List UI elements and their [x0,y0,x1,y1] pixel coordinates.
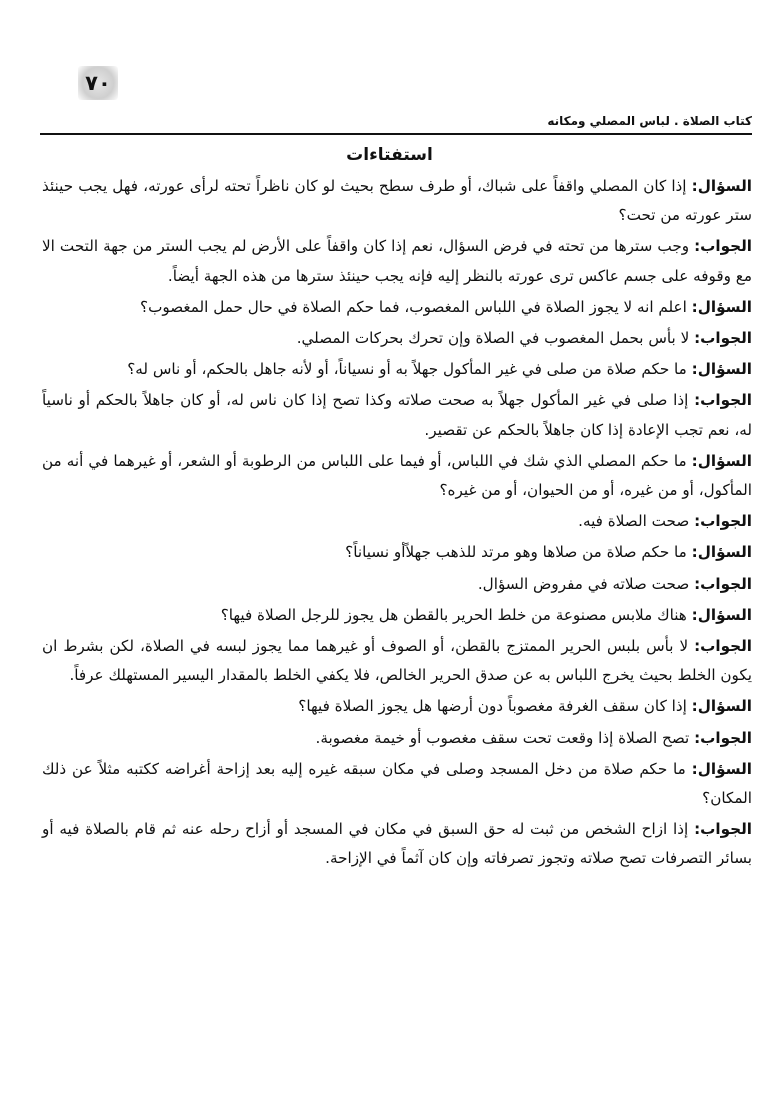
question-label: السؤال: [691,177,752,195]
answer-text: صحت صلاته في مفروض السؤال. [477,574,690,593]
question-label: السؤال: [691,759,752,778]
section-title: استفتاءات [346,145,433,165]
running-header: كتاب الصلاة . لباس المصلي ومكانه [547,114,752,128]
answer-label: الجواب: [694,329,752,348]
answer-text: لا بأس بحمل المغصوب في الصلاة وإن تحرك بحركات المصلي. [296,329,690,348]
question-4 [42,447,752,505]
answer-text: لا بأس بلبس الحرير الممتزج بالقطن، أو الصوف أو غيرهما مما يجوز لبسه في الصلاة، لكن بشرط ان يكون الخلط بحيث يخرج اللباس به عن صدق الحرير الخالص، فلا يكفي الخلط بالمقدار اليسير المستهلك عرفاً. [42,637,752,685]
answer-label: الجواب: [694,637,753,656]
question-1 [42,172,752,230]
answer-text: إذا ازاح الشخص من ثبت له حق السبق في مكان في المسجد أو أزاح رحله عنه ثم قام بالصلاة فيه أو بسائر التصرفات تصح صلاته وتجوز تصرفاته وإن كان آثماً في الإزاحة. [42,820,752,868]
question-5 [42,538,752,567]
answer-label: الجواب: [694,237,753,256]
answer-5 [42,570,752,599]
question-text: هناك ملابس مصنوعة من خلط الحرير بالقطن هل يجوز للرجل الصلاة فيها؟ [220,605,687,624]
header-rule [40,133,752,135]
answer-6 [42,632,752,690]
question-label: السؤال: [691,605,752,624]
question-text: ما حكم صلاة من صلى في غير المأكول جهلاً به أو نسياناً، أو لأنه جاهل بالحكم، أو ناس له؟ [127,360,687,379]
page-number: ٧٠ [78,66,118,100]
question-3 [42,355,752,384]
answer-text: وجب سترها من تحته في فرض السؤال، نعم إذا كان واقفاً على الأرض لم يجب الستر من جهة التحت الا مع وقوفه على جسم عاكس ترى عورته بالنظر إليه فإنه يجب حينئذ سترها من هذه الجهة أيضاً. [42,237,752,285]
question-text: ما حكم صلاة من صلاها وهو مرتد للذهب جهلاًأو نسياناً؟ [345,543,687,562]
answer-8 [42,815,752,873]
question-8 [42,755,752,813]
answer-text: إذا صلى في غير المأكول جهلاً به صحت صلاته وكذا تصح إذا كان ناس له، أو كان جاهلاً بالحكم أو ناسياً له، نعم تجب الإعادة إذا كان جاهلاً بالحكم عن تقصير. [42,391,752,439]
question-7 [42,692,752,721]
question-text: ما حكم المصلي الذي شك في اللباس، أو فيما على اللباس من الرطوبة أو الشعر، أو غيرهما في أنه من المأكول، أو من غيره، أو من الحيوان، أو من غيره؟ [42,451,752,500]
question-text: إذا كان سقف الغرفة مغصوباً دون أرضها هل يجوز الصلاة فيها؟ [298,697,687,716]
question-text: اعلم انه لا يجوز الصلاة في اللباس المغصوب، فما حكم الصلاة في حال حمل المغصوب؟ [140,297,687,316]
answer-text: تصح الصلاة إذا وقعت تحت سقف مغصوب أو خيمة مغصوبة. [315,728,690,747]
answer-label: الجواب: [694,391,752,410]
question-6 [42,601,752,630]
answer-label: الجواب: [694,512,752,531]
question-label: السؤال: [691,297,752,316]
question-2 [42,293,752,322]
answer-text: صحت الصلاة فيه. [578,512,690,531]
question-label: السؤال: [691,543,752,562]
answer-4 [42,507,752,536]
question-label: السؤال: [691,360,752,379]
question-label: السؤال: [691,451,753,470]
answer-label: الجواب: [694,574,752,593]
question-text: إذا كان المصلي واقفاً على شباك، أو طرف سطح بحيث لو كان ناظراً تحته لرأى عورته، فهل يجب حينئذ ستر عورته من تحت؟ [42,177,752,225]
question-label: السؤال: [691,697,752,716]
answer-2 [42,324,752,353]
answer-label: الجواب: [694,820,752,839]
question-text: ما حكم صلاة من دخل المسجد وصلى في مكان سبقه غيره إليه بعد إزاحة أغراضه ككتبه مثلاً عن ذلك المكان؟ [42,759,752,808]
answer-1 [42,232,752,290]
answer-7 [42,724,752,753]
qa-content [42,172,752,876]
answer-3 [42,386,752,444]
answer-label: الجواب: [694,728,752,747]
